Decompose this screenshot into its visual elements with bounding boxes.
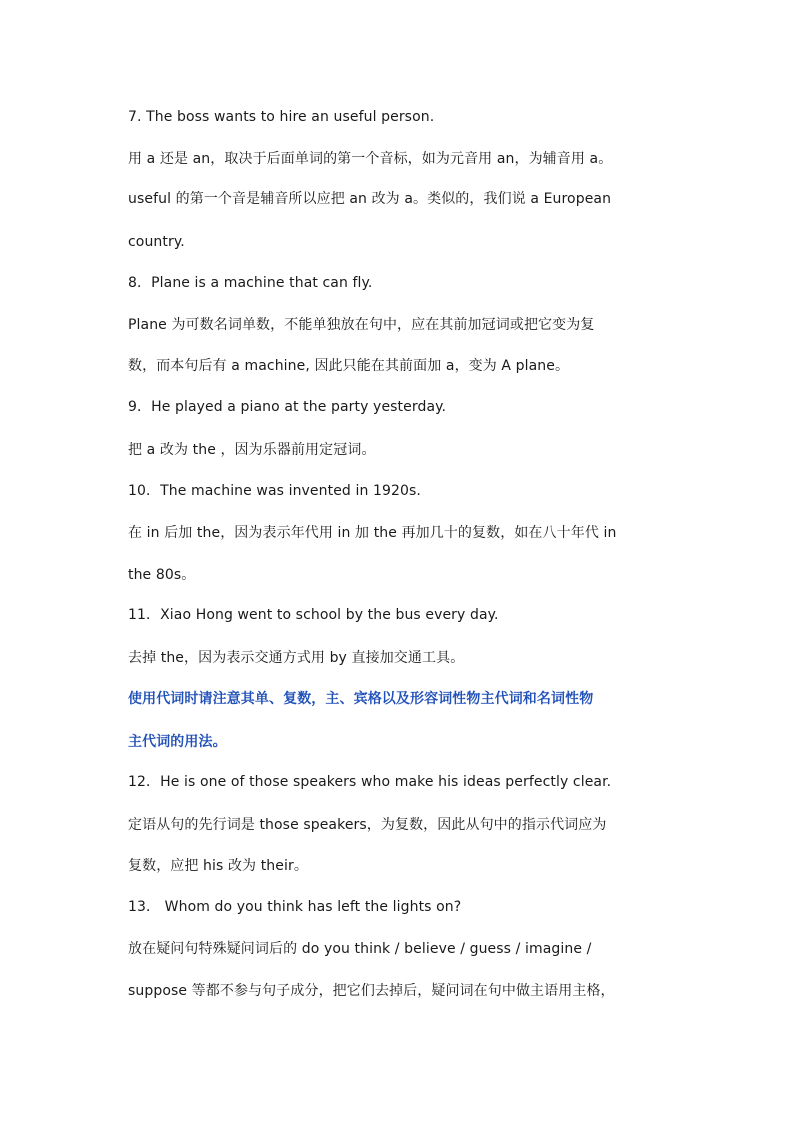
item-13-explanation-line-1: 放在疑问句特殊疑问词后的 do you think / believe / guess / imagine / xyxy=(128,941,592,957)
item-13-explanation-line-2: suppose 等都不参与句子成分，把它们去掉后，疑问词在句中做主语用主格， xyxy=(128,983,615,999)
item-10-explanation-line-2: the 80s。 xyxy=(128,567,196,583)
item-12-explanation-line-1: 定语从句的先行词是 those speakers，为复数，因此从句中的指示代词应为 xyxy=(128,817,607,833)
section-heading-line-1: 使用代词时请注意其单、复数，主、宾格以及形容词性物主代词和名词性物 xyxy=(128,691,594,707)
item-7-explanation-line-1: 用 a 还是 an，取决于后面单词的第一个音标，如为元音用 an，为辅音用 a。 xyxy=(128,151,613,167)
item-8-explanation-line-1: Plane 为可数名词单数，不能单独放在句中，应在其前加冠词或把它变为复 xyxy=(128,317,595,333)
item-7-explanation-line-3: country. xyxy=(128,234,185,250)
item-7-explanation-line-2: useful 的第一个音是辅音所以应把 an 改为 a。类似的，我们说 a European xyxy=(128,191,612,207)
item-10-sentence: 10．The machine was invented in 1920s. xyxy=(128,483,421,499)
item-12-explanation-line-2: 复数，应把 his 改为 their。 xyxy=(128,858,308,874)
item-11-explanation: 去掉 the，因为表示交通方式用 by 直接加交通工具。 xyxy=(128,650,465,666)
item-8-explanation-line-2: 数，而本句后有 a machine, 因此只能在其前面加 a，变为 A plane。 xyxy=(128,358,570,374)
item-7-sentence: 7. The boss wants to hire an useful person. xyxy=(128,109,435,125)
section-heading-line-2: 主代词的用法。 xyxy=(128,734,227,750)
item-13-sentence: 13． Whom do you think has left the lights on? xyxy=(128,899,462,915)
item-9-explanation: 把 a 改为 the ，因为乐器前用定冠词。 xyxy=(128,442,376,458)
item-10-explanation-line-1: 在 in 后加 the，因为表示年代用 in 加 the 再加几十的复数，如在八十年代 in xyxy=(128,525,617,541)
item-12-sentence: 12．He is one of those speakers who make his ideas perfectly clear. xyxy=(128,774,612,790)
item-11-sentence: 11．Xiao Hong went to school by the bus every day. xyxy=(128,607,499,623)
item-9-sentence: 9．He played a piano at the party yesterday. xyxy=(128,399,447,415)
item-8-sentence: 8．Plane is a machine that can fly. xyxy=(128,275,373,291)
